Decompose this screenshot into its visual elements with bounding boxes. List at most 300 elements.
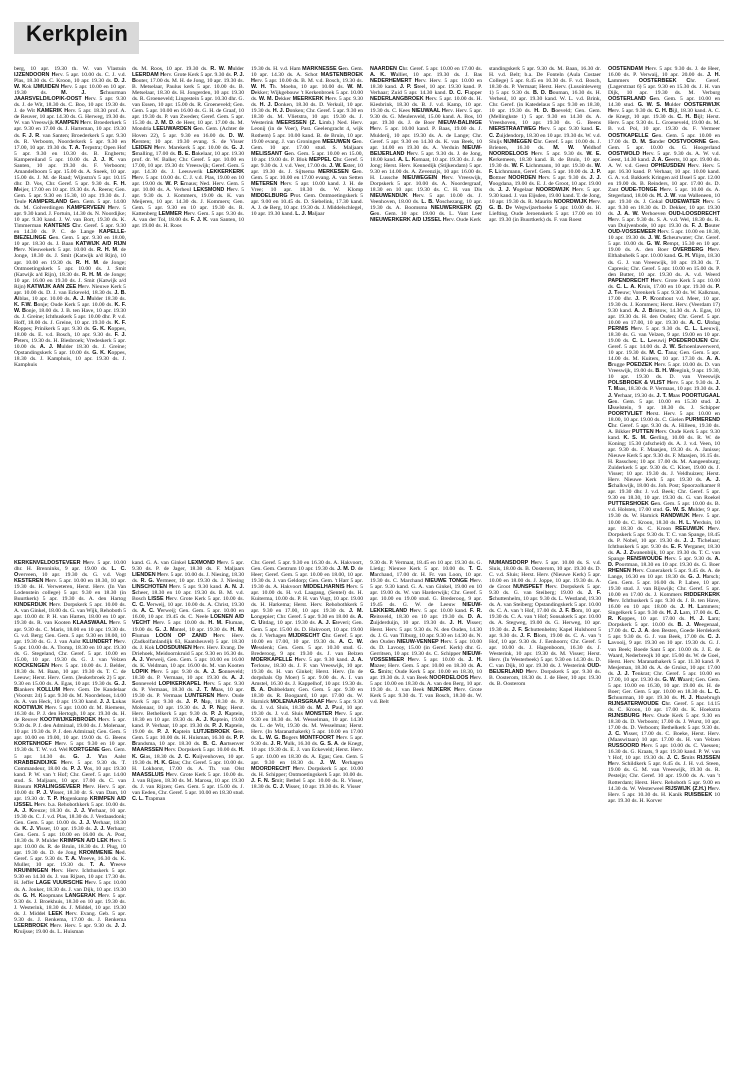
place-heading: C. C. V (132, 602, 151, 609)
place-heading: L. J. M (295, 211, 313, 218)
place-heading: D. W. K (132, 132, 244, 145)
place-heading: A. J. S (203, 668, 222, 675)
place-heading: R. W. M (210, 66, 233, 72)
place-heading: B. H. W (655, 368, 675, 375)
column-text: KERKENVELDOSTEVEER Herv. 5 apr. 10.00 dhr. H. Brenninks, 9 apr. 19.00 ds. L. C. Overveen, 10 apr. 19.30 ds. G. v.d. Vogt KESTEREN Herv. 5 apr. 10.00 en 18.30, 10 apr. 19.30 ds. H. Verweteren, Herst. Herv. (In Van Lodenstein college) 5 apr. 9.30 en 18.30 (in Buurtkerk) 5 apr. 19.30 ds. A. den Hartog KINDERDIJK Herv. Dorpskerk 5 apr. 10.00 ds. A. van Ginkel, 18.00 ds. G. van Wijk, Rehoboth 5 apr. 10.00 dr. P. H. van Harten, 18.00 en 10 apr. 19.30 ds. R. van Kooten KLAASWAAL Herv. 5 apr. 9.30 ds. C. Maris, 18.00 en 10 apr. 19.30 ds. G. v.d. Berg; Gen. Gem. 5 apr. 9.30 en 18.00, 10 apr. 19.30 ds. G. J. van Aalst KLUNDERT Herv. 5 apr. 10.00 ds. A. Tromp, 18.30 en 10 apr. 19.30 ds. G. Stegeland, Chr. Geref. 5 apr. 10.00 en 15.00, 10 apr. 19.30 ds. G. J. van Velzen KOCKENGEN Herv. 5 apr. 10.00 ds. J. Belder, 18.30 ds. M. Baan, 10 apr. 19.30 ds. T. C. de Leeuw; Herst. Herv. Gem. (Jeukerbroek 2) 5 apr. 9.30 en 15.00 ds. A. Egas, 10 apr. 19.30 ds. G. J. Blankers KOLLUM Herv. Gem. De Kandelaar (Voorstr. 24) 5 apr. 9.30 ds. M. Noordeloos, 14.00 ds. A. van Heck, 10 apr. 19.30 kand. J. J. Lukas KOOTWIJK Herv. 5 apr. 10.00 dr. M. Riemens, 16.30 ds. P. J. den Hertogh, 10 apr. 19.30 ds. H. de Reuver KOOTWIJKERBROEK Herv. 5 apr. 9.30 ds. P. J. den Admiraal, 19.00 ds. J. Molenaar, 10 apr. 19.30 ds. P. J. den Admiraal; Gen. Gem. 5 apr. 10.00 en 19.00, 10 apr. 19.00 ds. G. Beens KORTENHOEF Herv. 5 apr. 9.30 en 10 apr. 19.30 ds. T. W. v.d. Wel KORTGENE Gen. Gem. 5 apr. 14.30 ds. G. J. Van Aalst KRABBENDIJKE Herv. 5 apr. 9.30 ds. T. Commandeur, 18.00 ds. P. J. Vos, 10 apr. 19.30 kand. P. W. van 't Hof; Chr. Geref. 5 apr. 14.00 stud. S. Maljaars, 10 apr. 17.00 ds. C. van Rinsum KRALINGSEVEER Herv. Herv. 5 apr. 10.00 dr. P. J. Visser, 18.30 dr. S. van Dam, 10 apr. 19.30 dr. T. P. Hogenkamp KRIMPEN A/D IJSSEL Herv. b.a. Rehobothkerk 5 apr. 10.00 ds. A. J. Kreuze; 18.30 ds. J. J. Verhaar, 10 apr. 19.30 ds. C. J. v.d. Plas, 18.30 ds. J. Verdaasdonk; Gen. Gem. 5 apr. 10.00 ds. J. J. Verhaar, 18.30 ds. K. J. Visser, 10 apr. 19.30 ds. J. J. Verhaar; Gen. Gem. 5 apr. 10.00 en 16.00 ds. A. Post, 18.30 ds. P. Mulder KRIMPEN A/D LEK Herv. 5 apr. 10.00 ds. R. de Bruin, 18.30 ds. J. Plug, 10 apr. 19.30 ds. D. de Jong KROMMENIE Ned. Geref. 5 apr. 9.30 ds. T. A. Vreeve, 16.30 ds. K. Muller, 10 apr. 19.30 ds. T. A. Vreeve KRUININGEN Herv. Herv. Ichthuskerk 5 apr. 9.30 en 14.30 ds. J. van Rijzen, 10 apr. 17.30 ds. H. Jeffer LAGE VUURSCHE Herv. 5 apr. 10.00 ds. A. Jonker, 18.30 ds. J. van Dijk, 10 apr. 19.30 ds. G. H. Koopmans LANGERAK Herv. 5 apr. 9.30 ds. J. Broekhuis, 18.30 en 10 apr. 19.30 ds. J. Westerink, 18.30 ds. J. Middel, 10 apr. 19.30 ds. J. Middel LEEK Herv. Evang. Geb. 5 apr. 9.30 ds. J. Renkema, 17.00 ds. J. Renkema LEERBROEK Herv. Herv. 5 apr. 9.30 ds. J. J. Kruijsse; 19.00 ds. L. Huisman (14, 560, 126, 935)
place-heading: LEERDAM H (132, 72, 165, 79)
place-heading: C. J. V (272, 783, 290, 790)
place-heading: J. A. T (251, 656, 363, 669)
place-heading: T. C. M (370, 566, 482, 579)
place-heading: A. J. S (132, 674, 244, 687)
place-heading: W. M. D (259, 96, 279, 103)
place-heading: C. J. A (630, 628, 649, 635)
place-heading: A. C. U (251, 614, 363, 627)
place-heading: OOSTENDAM H (608, 66, 650, 72)
place-heading: J. P. S (399, 84, 418, 91)
place-heading: J. P. K (635, 295, 655, 302)
place-heading: RHENEN H (608, 567, 637, 574)
place-heading: LISSE H (148, 596, 170, 603)
place-heading: J. B. A (14, 289, 126, 302)
place-heading: J. W. V (320, 759, 346, 766)
place-heading: J. J. V (608, 386, 720, 399)
place-heading: J. M. L (251, 608, 363, 621)
place-heading: LEMMER H (158, 211, 188, 218)
place-heading: NIEUW-BALINGE H (370, 120, 482, 133)
place-heading: K. J. V (22, 826, 40, 833)
place-heading: NUMANSDORP H (489, 560, 535, 566)
place-heading: KATWIJK A/D RIJN H (14, 241, 126, 254)
place-heading: T. A. V (65, 856, 83, 863)
place-heading: J. H. L (680, 604, 701, 611)
place-heading: KOCKENGEN H (14, 662, 56, 669)
place-heading: G. W. S. M (665, 507, 693, 514)
place-heading: H. K. G (132, 747, 244, 760)
place-heading: RUISBEEK (684, 791, 713, 798)
place-heading: J. J. T (683, 537, 701, 544)
place-heading: MONTFOORT H (299, 735, 341, 742)
place-heading: J. A. W. V (617, 211, 646, 218)
place-heading: D. M. S (632, 138, 653, 145)
place-heading: NIERSTRAATWEG H (489, 126, 543, 133)
place-heading: NOORDELOOS H (429, 674, 474, 681)
place-heading: H. J. L (666, 610, 684, 617)
place-heading: LUTJEBROEK G (193, 729, 238, 736)
place-heading: REEUWIJK H (675, 525, 712, 532)
place-heading: J. W. S (662, 344, 682, 351)
place-heading: RUSSOORD H (608, 743, 646, 750)
place-heading: W. P. E (165, 180, 185, 187)
place-heading: P. J. B (132, 72, 244, 85)
place-heading: P. J. T (608, 283, 720, 296)
place-heading: J. M. D (154, 120, 174, 127)
place-heading: KOOTWIJK H (14, 705, 50, 712)
place-heading: D. C. F (449, 90, 469, 97)
place-heading: G. W. W (662, 676, 683, 683)
place-heading: K. F. K (14, 319, 126, 333)
place-heading: LIENDEN H (132, 572, 162, 579)
place-heading: KRUININGEN H (14, 868, 56, 875)
place-heading: KORTENHOEF H (14, 741, 59, 748)
place-heading: J. W. S (648, 235, 667, 242)
place-heading: KAMPERLAND G (28, 199, 74, 206)
place-heading: J. C. V (608, 731, 628, 738)
place-heading: OVERBERG H (672, 247, 712, 254)
place-heading: A. C. W. W (251, 638, 363, 651)
place-heading: LOPIK H (132, 668, 156, 675)
place-heading: B. C. A (203, 741, 224, 748)
column-text: NAARDEN Chr. Geref. 5 apr. 10.00 en 17.00 ds. A. K. Walliet, 10 apr. 19.30 ds. J. Bas NEDERHEMERT Herv. Herv. 5 apr. 10.00 en 18.30 kand. J. P. Steel, 10 apr. 19.30 kand. P. Verhaar; Zuid 5 apr. 14.30 kand. D. C. Flapper NEDERLANGBROEK Herv. 5 apr. 10.00 ds. H. Kiesbrink, 18.30 ds. B. J. v.d. Kamp, 10 apr. 19.30 ds. C. Kees NIEUWAAL Herv. Herv. 5 apr. 9.30 ds. G. Meulenveld, 15.00 kand. A. Bos, 10 apr. 19.30 ds. J. de Boer NIEUW-BALINGE Herv. 5 apr. 10.00 kand. P. Baas, 19.00 ds. J. Mulderij, 10 apr. 19.30 ds. A. de Lange; Chr. Geref. 5 apr. 9.30 en 14.30 ds. K. van Beek, 10 apr. 14.00 en 19.30 ds. A. Verduin NIEUW-BEIJERLAND Herv. 5 apr. 9.30 ds. J. de Jong, 18.00 kand. A. L. Komaat, 10 apr. 19.30 ds. J. de Jong; Herst. Herv. Kennedijk (Stijkendam) 5 apr. 9.30 en 14.00 ds. A. Zevenzijs, 10 apr. 16.00 ds. H. Lussche NIEUWEGEIN Herv. Vreeswijk, Dorpskerk 5 apr. 10.00 ds. A. Noordergraaf, 18.30 en 10 apr. 19.30 ds. C. H. van Dis NIEUWENDIJK Herv. 5 apr. 10.00 ds. J. Veenhoven, 18.00 ds. L. B. Voschezang, 10 apr. 19.30 ds. A. Boomsma NIEUWERKERK (Z) Gen. Gem. 10 apr. 19.00 ds. L. Vant Leer NIEUWERKERK A/D IJSSEL Herv. Oude Kerk (370, 66, 482, 224)
listing-column (132, 560, 244, 1056)
place-heading: OOSTERLAND G (608, 96, 654, 103)
place-heading: R. H. M (97, 247, 118, 254)
place-heading: MIDDELHARNIS H (303, 584, 351, 591)
place-heading: MEEUWEN G (322, 138, 357, 145)
place-heading: P. J. K (157, 729, 177, 736)
place-heading: KRALINGSEVEER H (33, 783, 87, 790)
place-heading: G. B. D (489, 205, 510, 212)
place-heading: J. F. B (559, 608, 576, 615)
place-heading: KATWIJK AAN ZEE H (27, 283, 82, 290)
place-heading: OOSTERBEEK C (638, 78, 691, 85)
column-text: Chr. Geref. 5 apr. 9.30 en 16.30 ds. A. Hakvoort, Gen. Gem. Centrum 10 apr. 19.30 ds. J. M. D. de Heer; Geref. Gem. 5 apr. 10.00 en 18.00, 10 apr. 19.30 ds. J. van Geldorp; Gen. Gem. 't Harr 5 apr. 19.30 ds. A. Hakvoort MIDDELHARNIS Herv. 5 apr. 10.00 ds. H. v.d. Laagang, (Sentel) ds. H. Kuiterma, 10.00 ds. P. H. van Vugt, 10 apr. 19.00 ds. H. Harkema; Herst. Herv. Rehobothkerk 5 apr. 9.30 en 17.00, 10 apr. 19.30 ds. J. M. Longepier; Chr. Geref. 5 apr. 9.30 en 18.00 ds. A. C. Uitdag, 10 apr. 19.30 ds. A. J. Eteveri; Gen. Gem. 5 apr. 15.00 ds. D. Hakvoort, 10 apr. 19.00 ds. J. Verhagen MIJDRECHT Chr. Geref. 5 apr. 10.00 en 17.00, 10 apr. 19.30 ds. A. C. W. Wesslenk; Gen. Gem. 5 apr. 10.30 stud. G. Brederoog, 9 apr. 19.30 ds. J. van Belzen MOERKAPELLE Herv. 5 apr. 9.30 kand. J. A. Terlouw, 18.30 ds. J. F. van Vreeswijk, 10 apr. 19.30 ds. H. van Ginkel; Herst. Herv. (In de dorpshals Op Moer) 5 apr. 9.00 ds. A. I. van Amstel, 16.30 ds. J. Kappelhof, 10 apr. 19.30 ds. B. A. Dubbeldam; Gen. Gem. 5 apr. 9.30 en 18.30 ds. R. Boogaard, 10 apr. 17.00 ds. W. Harnick MOLENAARSGRAAF Herv. 5 apr. 9.30 ds. J. v.d. Sluis, 18.30 ds. M. J. Paul, 10 apr. 19.30 ds. J. v.d. Sluis MONSTER Herv. 5 apr. 9.30 en 18.30 ds. M. Wesselman, 10 apr. 14.30 ds. L. de Wit, 19.30 ds. M. Wesselman; Herst. Herv. (In Maranathakerk) 5 apr. 10.00 en 17.00 ds. L. W. G. Bogers MONTFOORT Herv. 5 apr. 9.30 ds. J. R. Vulk, 16.30 ds. G. S. A. de Knegt, 10 apr. 19.30 ds. E. J. van Eckeveld; Herst. Herv. 5 apr. 10.00 en 18.30 ds. A. Egas; Gen. Gem. 5 apr. 9.30 en 18.30 ds. J. W. Verhagen MOORDRECHT Herv. Dorpskerk 5 apr. 10.00 ds. H. Schipper; Ontmoetingskerk 5 apr. 10.00 ds. J. F. N. Smit; Bethel 5 apr. 10.00 ds. R. Visser, 18.30 ds. C. J. Visser, 10 apr. 19.30 ds. R. Visser (251, 560, 363, 790)
place-heading: LAGE VUURSCHE H (35, 880, 89, 887)
place-heading: D. A. Z (370, 614, 482, 627)
place-heading: LEERBROEK H (14, 922, 55, 929)
place-heading: LEKKERKERK H (132, 168, 244, 181)
place-heading: J. F. S (489, 590, 601, 603)
place-heading: MAARSSEN H (132, 747, 169, 754)
column-text: 9.30 ds. P. Vermaat, 18.45 en 10 apr. 19.30 ds. G. Lietig; Nieuwe Kerk 5 apr. 10.00 ds. T. C. Marchand, 17.00 dr. H. Fr. van Loon, 10 apr. 19.30 ds. C. Marchand NIEUWE TONGE Herv. 5 apr. 9.30 kand. G. A. van Ginkel, 19.00 en 10 apr. 19.00 ds. W. van Harderwijk; Chr. Geref. 5 apr. 10.00 en 19.00 stud. G. Brederoog, 9 apr. 19.45 ds. G. W. de Leeuw NIEUW-LEKKERLAND Herv. 5 apr. 10.00 kand. F. R. Reitsveld, 18.30 en 10 apr. 19.30 ds. D. A. Zuijderduijn, 10 apr. 19.30 ds. J. H. Visser; Herst. Herv. 5 apr. 9.30 ds. N. den Ouden, 14.30 ds. J. G. van Tilburg, 10 apr. 9.30 en 14.30 ds. N. den Ouden NIEUW-VENNEP Herv. 5 apr. 10.00 ds. D. Lavooy, 15.00 (in Geref. Kerk) dhr. G. Gerritsen, 10 apr. 19.30 ds. C. Schipper NIEUW-VOSSEMEER Herv. 5 apr. 10.00 ds. J. H. Mazee; Herv. Gem. 5 apr. 10.00 en 18.30 ds. A. G. Smits; Oude Kerk 5 apr. 10.00 en 18.30, 10 apr. 19.30 ds. J. van Beek NOORDELOOS Herv. 5 apr. 10.00 en 18.30 ds. A. van den Berg, 10 apr. 19.30 ds. J. van Beek NIJKERK Herv. Grote Kerk 5 apr. 9.30 ds. T. van Bosch, 18.30 ds. W. v.d. Belt (370, 560, 482, 706)
place-heading: D. J. W. K (14, 78, 126, 91)
place-heading: T. A. T (68, 144, 86, 151)
place-heading: G. S. A (319, 741, 338, 748)
place-heading: LEKSMOND H (193, 186, 231, 193)
place-heading: NOORDELOOS H (489, 150, 536, 157)
place-heading: NIJKERK H (427, 686, 459, 693)
place-heading: J. M. D (337, 566, 355, 573)
place-heading: J. T. M (608, 380, 720, 393)
column-text: OOSTENDAM Herv. 5 apr. 9.30 ds. J. de Heer, 16.00 ds. P. Verwaij, 10 apr. 20.00 ds. J. H. Lammers OOSTERBEEK Chr. Geref. (Lagerstraat 6) 5 apr. 9.30 en 15.30 ds. J. H. van Dijk, 10 apr. 19.30 ds. M. Verburg OOSTERLAND Gen. Gem. 5 apr. 10.00 en 14.30 stud. G. W. S. Mulder OOSTERWIJK Herv. 5 apr. 9.30 ds. C. H. Bijl, 18.30 kand. A. C. de Knegt, 10 apr. 19.30 ds. C. H. Bijl; Herst. Herv. 5 apr. 9.30 ds. L. Groeneveld, 19.00 ds. M. B. v.d. Pol, 10 apr. 19.30 ds. F. Vermeer OOSTKAPELLE Gen. Gem. 5 apr. 10.00 en 17.00 ds. D. M. Sander OOSTVOORNE Gen. Gem. 5 apr. 10.00 ds. G. Hoogerland OOSTWOLD Herv. 5 apr. 9.30 ds. A. W. v.d. Geest, 14.30 kand. J. A. Geerts, 10 apr. 19.00 ds. A. W. v.d. Geest OPHEUSDEN Herv. Herv. 5 apr. 16.30 kand. P. Verhaar, 10 apr. 10.00 kand. G. A. v.d. Bakkerk Kringen a/d IJssel 5 apr. 12.00 en 19.00 ds. B. Reinders, 10 apr. 17.00 ds. D. Zant OUDE-TONGE Herv. 5 apr. 10.00 ds. A. Stegerland, 18.00 ds. H. J. W. van Walleneen, 10 apr. 19.30 ds. J. Gokal OUDEWATER Herv. 5 apr. 9.30 en 18.30 ds. D. Dekker, 10 apr. 19.30 ds. J. A. W. Verhoeven OUD-LOOSDRECHT Herv. 5 apr. 9.30 ds. S. A. v.d. Wel, 18.30 ds. R. van Duijvenbode, 10 apr. 19.30 ds. F. J. Bouter OUD-VOSSEMEER Herv. 5 apr. 10.00 en 18.30, 10 apr. 19.30 ds. J. W. Scheurwater; Chr. Geref. 5 apr. 10.00 ds. G. W. Rempt, 15.30 en 10 apr. 19.00 ds. A. den Boer OVERBERG Herv. Elthabuhelk 5 apr. 10.00 kand. G. H. Vlijm, 18.30 ds. G. J. van Vreeswijk, 10 apr. 19.30 ds. T. Capresis; Chr. Geref. 5 apr. 10.00 en 15.00 ds. P. den Butter, 10 apr. 19.30 ds. A. v.d. Weerd PAPENDRECHT Herv. Grote Kerk 5 apr. 10.00 ds. C. L. A. Kruis, 17.00 en 10 apr. 19.30 ds. P. J. Teeuw; Vorenkerk 5 apr. 9.30 ds. W. Kalkman, 17.00 dhr. J. P. Kronthout v.d. Meer, 10 apr. 19.30 ds. J. Kommers; Herst. Herv. (Veerdam 17) 9.30 kand. A. J. Bristow, 14.30 ds. A. Egas, 10 apr. 19.30 ds. H. den Ouden; Chr. Geref. 5 apr. 10.00 en 17.00, 10 apr. 19.30 ds. A. C. Uitdag PERNIS Herv. 5 apr. 9.30 ds. C. L. Leeuwij, 18.30 ds. G. van Velzen, 9 apr. 19.00 en 10 apr. 19.00 ds. C. L. Leeuwij POEDEROIJEN Chr. Geref. 5 apr. 14.00 ds. J. W. Schoenlawerwerd, 10 apr. 19.30 ds. M. C. Tana; Gen. Gem. 5 apr. 14.00 ds. M. Kuiters, 10 apr. 17.30 ds. A. A. Brugge POEDZEK Herv. 5 apr. 10.00 ds. D. van Vreeswijk, 19.00 ds. B. H. Weegink, 9 apr. 19.30, 10 apr. 19.30 ds. D. van Vreeswijk POLSBROEK & VLIST Herv. 5 apr. 9.30 ds. J. T. Maas, 18.30 ds. P. Vermaas, 10 apr. 19.30 ds. J. J. Verhaar, 19.30 ds. J. T. Maas POORTUGAAL Gen. Gem. 5 apr. 10.00 en 15.30 stud. J. IJsselstein, 9 apr. 18.30 ds. J. Schipper POORTVLIET Herst. Herv. 5 apr. 10.00 en 18.00, 10 apr. 19.00 ds. C. Gielen PURMEREND Chr. Geref. 5 apr. 9.30 ds. A. Hilleen, 19.30 ds. A. Bikker PUTTEN Herv. Oude Kerk 5 apr. 9.30 kand. K. S. M. Gerling, 10.00 ds. R. W. de Koning; 15.30 (afscheid) ds. A. J. v.d. Veen, 10 apr. 9.30 ds. F. Maasjen, 19.30 ds. A. Janisse; Nieuwe Kerk 5 apr. 9.30 ds. F. Maasjen, 16.15 ds. H. Rasschen; 10 apr. 17.00 ds. M. Aangeenburg; Zuiderkerk 5 apr. 9.30 ds. C. Kloet, 19.00 ds. J. Visser; 10 apr. 19.30 ds. J. Veldhuizen; Herst. Herv. Nieuwe Kerk 5 apr. 19.30 ds. A. J. Schalkwijk, 18.00 ds. Joh. Post; Spoorzolkamer 8 apr. 19.30 dhr. J. v.d. Beek; Chr. Geref. 5 apr. 9.30 en 18.30, 10 apr. 19.30 ds. G. van Roekel PUTTERSHOEK Gen. Gem. 5 apr. 10.00 ds. B. v.d. Holsten, 17.00 stud. G. W. S. Mulder, 9 apr. 19.30 ds. W. Harnick RANDWIJK Herv. 5 apr. 10.00 ds. C. Kroon, 18.30 ds. H. L. Verduin, 10 apr. 18.30 ds. C. Kroon REEUWIJK Herv. Dorpskerk 5 apr. 9.30 ds. T. C. van Spange, 18.45 ds. P. Nobel, 10 apr. 19.30 ds. J. J. Tichelaar; Ichthuskerk 5 apr. 9.30 ds. E. F. Verganer, 18.30 ds. A. J. Zwanenbijk, 10 apr. 19.30 ds. T. C. van Spange RENSWOUDE Herv. 5 apr. 9.30 ds. A. D. Poortman, 18.30 en 10 apr. 19.30 ds. G. Boer RHENEN Herv. Cunerakerk 5 apr. 9.45 ds. A. de Lange, 16.30 en 10 apr. 18.30 ds. G. J. Harsch; Gen. Gem. 5 apr. 16.00 ds. P. Labee, 10 apr. 19.30 stud. J. van Rijswijk; Chr. Geref. 5 apr. 10.00 en 17.00 ds. J. Kommers RIDDERKERK Herv. Ichthuskerk 5 apr. 9.30 ds. J. B. ten Have, 16.00 en 10 apr. 18.00 ds. J. H. Lammers; Singelkerk 5 apr. 9.30 ds. H. J. Lam, 17.00 ds. C. R. Koppes, 10 apr. 17.00 ds. H. J. Lam; Dorpskerk 5 apr. 10.00 ds. B. J. Weegenaal, 17.00 ds. C. J. A. den Besten, Goede Herdekerk 5 apr. 9.30 ds. G. J. van Beek, 17.00 ds. C. J. Lavooij, 9 apr. 19.30 en 10 apr. 19.30 ds. G. J. van Beek; Boede Sant 5 apr. 10.00 ds. J. E. de Waard, Nederbreojk 10 apr. 15.00 ds. W. de Goei, Herst. Herv. Maranathakerk 5 apr. 11.30 kand. P. Mesjeman, 18.30 ds. A. de Gruisz, 10 apr. 17.00 ds. J. J. Tenkrat; Chr. Geref. 5 apr. 10.00 en 17.00, 10 apr. 19.30 ds. G. W. Waard; Gen. Gem. 5 apr. 10.00 en 16.30, 10 apr. 19.00 ds. H. de Boer; Ger. Gem. 5 apr. 10.00 en 18.30 ds. L. C. Schuurman, 10 apr. 19.30 ds. H. J. Hazebrugh RIJNSATERWOUDE Chr. Geref. 5 apr. 14.15 ds. C. Kroon, 10 apr. 17.00 ds. K. Hoekstra RIJNSBURG Herv. Oude Kerk 5 apr. 9.30 en 18.30 ds. D. Verboom; 17.00 ds. J. Wurst, 10 apr. 17.00 ds. D. Verboom; Bethelkerk 5 apr. 9.30 ds. J. C. Visser, 17.00 ds. C. Boeke, Herst. Herv. (Maaswitaan) 10 apr. 17.00 ds. H. van Velzen RUSSOORD Herv. 5 apr. 10.00 ds. C. Vaessen; 16.30 ds. G. Kraats, 9 apr. 19.30 kand. P. W. van 't Hof, 10 apr. 19.30 ds. J. C. Smits RIJSSEN Herv. Schildkerk 5 apr. 8.45 ds. J. H. v.d. Steen, 19.00 ds. G. M. van Vreeswijk, 19.30 ds. R. Pesteijn; Chr. Geref. 10 apr. 19.00 ds. A. van 't Rotterdam; Herst. Herv. Rehoboth 5 apr. 9.00 en 14.30 ds. W. Westerweel RIJSWIJK (Z.H.) Herv. Herv. 5 apr. 10.30 ds. H. Kanik RUISBEEK 10 apr. 19.30 ds. H. Korver (608, 66, 720, 804)
place-heading: G. J. M (155, 626, 175, 633)
place-heading: J. P. N (201, 705, 221, 712)
place-heading: NIEUW-VENNEP H (396, 638, 445, 645)
place-heading: KAPELLE-BIEZELINGE G (14, 229, 126, 242)
listings-columns (14, 66, 724, 1056)
place-heading: R. H. M (75, 259, 98, 266)
place-heading: J. C. K (177, 753, 197, 760)
place-heading: METEREN H (251, 180, 285, 187)
place-heading: P. J. K (212, 723, 229, 730)
place-heading: IJZENDOORN H (14, 72, 56, 79)
place-heading: K. F. W. B (14, 301, 126, 314)
place-heading: POEDEROIJEN C (668, 338, 715, 345)
place-heading: C. H. B (677, 114, 698, 121)
place-heading: PUTTEN H (632, 428, 660, 435)
place-heading: J. J. L (99, 699, 116, 706)
place-heading: K. F.W. B (14, 301, 38, 308)
place-heading: KRIMPEN A/D LEK H (59, 838, 114, 845)
place-heading: KLUNDERT H (82, 638, 118, 645)
page-title: Kerkplein (26, 21, 129, 46)
place-heading: W. E. K (489, 150, 601, 163)
place-heading: NIEUWENDIJK H (370, 192, 417, 199)
place-heading: A. J. M (72, 295, 92, 302)
place-heading: P. J. V (36, 789, 54, 796)
place-heading: NOORDWIJK H (535, 186, 577, 193)
place-heading: OOSTWOLD H (608, 150, 647, 157)
place-heading: K. S. M. G (623, 434, 655, 441)
place-heading: H. J. W (657, 192, 676, 199)
place-heading: KRIMPEN A/D IJSSEL H (14, 795, 126, 808)
place-heading: B. A. D (251, 686, 272, 693)
listing-column (370, 66, 482, 532)
place-heading: MIDDELBURG P (251, 192, 294, 199)
place-heading: T. A. V (89, 862, 114, 869)
place-heading: KERKENVELDOSTEVEER H (14, 560, 87, 566)
place-heading: A. C. V (141, 608, 161, 615)
place-heading: LEIDEN H (132, 144, 159, 151)
place-heading: C. J. L (608, 634, 720, 647)
place-heading: B. E. B (177, 150, 196, 157)
place-heading: POEDZEK H (626, 362, 659, 369)
place-heading: G. W. R (646, 241, 668, 248)
place-heading: MOORDRECHT H (251, 765, 297, 772)
place-heading: PAPENDRECHT H (608, 277, 655, 284)
place-heading: J. T. M (656, 392, 673, 399)
place-heading: KRABBENDIJKE H (14, 759, 66, 766)
place-heading: J. P. N (185, 699, 206, 706)
place-heading: J. H. V (449, 620, 471, 627)
place-heading: LEEK H (48, 910, 70, 917)
page-header (14, 18, 724, 54)
place-heading: KROMMENIE N (79, 850, 120, 857)
place-heading: J. P. B (489, 168, 601, 181)
place-heading: RIDDERKERK H (608, 592, 720, 605)
place-heading: OUD-LOOSDRECHT H (608, 211, 720, 224)
place-heading: J. C. S (666, 755, 686, 762)
place-heading: POORTUGAAL G (608, 392, 720, 405)
place-heading: W. F. L (511, 162, 530, 169)
place-heading: A. A. B (608, 356, 720, 369)
place-heading: J. F. B (520, 632, 538, 639)
place-heading: L. C. S (608, 688, 720, 701)
place-heading: JAARSVELD/LOPIK-OOST H (14, 96, 89, 103)
place-heading: NEDERLANGBROEK H (370, 96, 430, 103)
place-heading: J. A. G (651, 156, 669, 163)
place-heading: PURMEREND C (608, 416, 720, 429)
place-heading: E. F. V (670, 543, 688, 550)
place-heading: F. R. R (370, 608, 482, 621)
place-heading: KAMERIK H (37, 108, 69, 115)
place-heading: MIJDRECHT C (288, 632, 326, 639)
place-heading: A. J. E (318, 620, 336, 627)
place-heading: KLAASWAAL H (72, 620, 114, 627)
place-heading: A. K. W (370, 72, 396, 79)
place-heading: G. K. K (92, 350, 112, 357)
place-heading: KANTENS C (43, 223, 77, 230)
place-heading: KAMPEN H (55, 120, 85, 127)
place-heading: LOENEN A/D VECHT H (132, 614, 244, 627)
place-heading: J. J. T (617, 670, 636, 677)
place-heading: G. J. V (73, 753, 102, 760)
place-heading: A. C. U (689, 319, 709, 326)
place-heading: H. M. F (132, 626, 244, 639)
place-heading: C. L. T (132, 795, 149, 802)
place-heading: G. J. H (688, 573, 707, 580)
column-text: ds. M. Roos, 10 apr. 19.30 ds. R. W. Mulder LEERDAM Herv. Grote Kerk 5 apr. 9.30 ds. P. J. Bouter, 17.00 ds. M. H. de Jong, 10 apr. 19.30 ds. B. Metselaar, Paulus kerk 5 apr. 10.00 ds. B. Metselaar, 18.30 ds. H. Jongerden, 10 apr. 19.30 ds. R. Groeneveld; Lingestein 5 apr. 10.30 dhr. G. van Essen, 10 apr. 15.00 ds. R. Groeneveld; Gen. Gem. 5 apr. 10.00 en 16.00 ds. G. H. de Graaf, 10 apr. 19.30 ds. P. van Zweden; Geref. Gem. 5 apr. 15.30 ds. J. M. D. de Heer, 10 apr. 17.00 ds. M. Mondria LEEUWARDEN Gen. Gem. (Achter de Hoven 22), 5 apr. 9.30 en 16.00 ds. D. W. Kersten; 10 apr. 19.30 evang. S. de Visser LEIDEN Herv. Marekerk 5 apr. 10.00 ds. G. J. Smalling, 17.00 ds. B. E. Bakelaar, 10 apr. 19.30 prof. dr. W. Balke; Chr. Geref. 5 apr. 10.00 en 17.00, 10 apr. 19.30 dr. Vreeswijk; Geref. Gem. 5 apr. 14.30 ds. J. Leeuwerik LEKKERKERK Herv. 5 apr. 10.00 ds. C. J. v.d. Plas, 19.00 en 10 apr. 19.00 ds. W. P. Ernaus; Ned. Herv. Gem. 5 apr. 10.00 ds. A. Verheul LEKSMOND Herv. 5 apr. 9.30 ds. J. Kommers, 19.00 ds. K. van Meijeren, 10 apr. 14.30 ds. J. Kommers; Gen. Gem. 5 apr. 9.30 en 10 apr. 19.30 ds. R. Kattenberg LEMMER Herv. Gem. 5 apr. 9.30 ds. A. van der Tol, 18.00 ds. F. J. K. van Santen, 10 apr. 19.00 ds. H. Roos (132, 66, 244, 230)
place-heading: C. H. B (654, 108, 673, 115)
place-heading: NIJMEGEN C (503, 138, 538, 145)
place-heading: G. W. S. M (637, 102, 670, 109)
place-heading: G. J. B (14, 680, 126, 693)
place-heading: T. P. H (47, 795, 65, 802)
place-heading: P. J. V (70, 765, 88, 772)
place-heading: NIEUW-LEKKERLAND H (370, 602, 482, 615)
place-heading: NIEUWE TONGE H (424, 578, 474, 585)
place-heading: OUDE-TONGE H (620, 186, 664, 193)
place-heading: F. J. B (691, 223, 709, 230)
place-heading: MEPPEL C (309, 156, 337, 163)
place-heading: B. J. W (677, 622, 700, 629)
listing-column (370, 560, 482, 1056)
place-heading: L. C. O (14, 566, 126, 579)
place-heading: LUNTEREN H (184, 693, 221, 700)
place-heading: J. F. N. S (251, 777, 276, 784)
place-heading: RIJSWIJK (Z.H.) H (665, 785, 712, 792)
place-heading: MAASSLUIS H (132, 771, 170, 778)
place-heading: J. J. V (79, 820, 97, 827)
place-heading: RANDWIJK H (660, 513, 697, 520)
place-heading: W. F. L (489, 162, 601, 175)
place-heading: RIJNSBURG H (608, 713, 647, 720)
place-heading: F. H. M (14, 180, 126, 193)
column-text: berg, 10 apr. 19.30 th. W. van Vlastuin IJZENDOORN Herv. 5 apr. 10.00 ds. C. J. v.d. Plas, 18.30 ds. C. Kroon, 10 apr. 19.30 ds. D. J. W. Kok IJMUIDEN Herv. 5 apr. 10.00 en 10 apr. 19.30 ds. M. J. Schuurman JAARSVELD/LOPIK-OOST Herv. 5 apr. 9.30 ds. J. de Wit, 18.30 ds. C. Boo, 10 apr. 19.30 ds. J. de Wit KAMERIK Herv. 5 apr. 18.30 prof. A. de Reuver, 10 apr. 14.30 ds. G. Herweg, 19.30 ds. W. van Vreeswijk KAMPEN Herv. Broederkerk 5 apr. 9.30 en 17.00 ds. J. Harteman, 10 apr. 19.30 ds. F. J. R. van Santen; Broederkerk 5 apr. 9.30 ds. R. Verboom, Noorderkerk 5 apr. 9.30 en 17.00, 10 apr. 19.30 ds. T. A. Terpstra; Open Hof 5 apr. 9.30 en 10.30 ds. B. Engberts; Kampereiland 5 apr. 10.00 ds. J. J. K. van Santen, 10 apr. 19.30 ds. F. Verboom; Amandelboom 5 apr. 15.00 ds. A. Sneek, 10 apr. 15.00 ds. J. M. de Raad; Wijnstra's 5 apr. 10.15 dhr. D. Vos, Chr. Geref. 5 apr. 9.30 ds. F. H. Meijer, 17.00 en 10 apr. 19.30 ds. A. Reens; Gen. Gem. 5 apr. 9.30 en 15.30, 10 apr. 19.30 ds. J. Teule KAMPERLAND Gen. Gem. 5 apr. 14.00 ds. M. Golverdingen KAMPERVEEN Herv. 5 apr. 9.30 kand. J. Fortuin, 14.30 ds. N. Noordijke; 10 apr. 9.30 kand. J. W. van Bort, 19.30 ds. K. Timmerman KANTENS Chr. Geref. 5 apr. 9.30 en 14.30 ds. P. C. de Lange KAPELLE-BIEZELINGE Gen. Gem. 5 apr. 9.30 en 18.00, 10 apr. 18.30 ds. J. Baan KATWIJK A/D RIJN Herv. Nieuwekerk 5 apr. 10.00 ds. R. H. M. de Jonge, 18.30 ds. J. Smit (Katwijk a/d Rijn), 10 apr. 10.00 en 19.30 ds. R. H. M. de Jonge; Ontmoetingskerk 5 apr. 10.00 ds. J. Smit (Katwijk a/d Rijn), 18.30 ds. R. H. M. de Jonge; 10 apr. 16.00 en 19.30 ds. J. Smit (Katwijk a/d Rijn) KATWIJK AAN ZEE Herv. Nieuwe Kerk 5 apr. 10.00 ds. D. J. van Eckeveld, 18.30 ds. J. B. Alblas, 10 apr. 10.00 ds. A. J. Mulder 18.30 ds. K. F.W. Bonje; Oude Kerk 5 apr. 10.00 ds. K. F. W. Bonje, 18.00 ds. J. B. ten Have, 10 apr. 19.30 ds. J. Greine; Ichthuskerk 5 apr. 10.00 dhr. P. v.d. Hoff, 18.00 ds. J. Greine, 10 apr. 19.30 ds. K. F. Koppes; Prinikerk 5 apr. 9.30 ds. G. K. Koppes, 18.00 ds. E. v.d. Bosch, 10 apr. 9.30 ds. F. J. Peters, 19.30 ds. H. Biesbroek; Vredeskerk 5 apr. 10.00 ds. A. J. Mulder 18.30 ds. J. Greine; Opstandingskerk 5 apr. 10.00 ds. G. K. Koppes, 18.30 ds. J. Kamphuis, 10 apr. 19.30 ds. J. Kamphuis (14, 66, 126, 369)
place-heading: J. J. K (14, 922, 126, 935)
place-heading: OPHEUSDEN H (650, 162, 692, 169)
place-heading: MASTENBROEK H (251, 72, 363, 85)
listing-column (14, 560, 126, 1056)
place-heading: NIEUWERKERK A/D IJSSEL H (370, 217, 447, 224)
place-heading: MONSTER H (305, 711, 339, 718)
place-heading: A. D. P (608, 555, 720, 568)
place-heading: J. J. V (498, 186, 517, 193)
place-heading: A. J. B (634, 307, 653, 314)
listing-column (251, 560, 363, 1056)
place-heading: KAMPERVEEN H (66, 205, 112, 212)
place-heading: IJMUIDEN H (33, 84, 65, 91)
place-heading: G. J. S (132, 144, 244, 157)
column-text: NUMANSDORP Herv. 5 apr. 10.00 ds. S. v.d. Sluis, 18.00 ds. B. Oosterom, 10 apr. 19.30 ds. D. C. v.d. Sluis; Herst. Herv. (Nieuwe Kerk) 5 apr. 10.00 en 18.00 ds. J. Joppe, 10 apr. 19.30 ds. A. de Groot NUNSPEET Herv. Dorpskerk 5 apr. 9.30 ds. G. van Steiberg; 19.00 ds. J. F. Schuttenhelm, 10 apr. 9.30 ds. L. Westland, 19.30 ds. A. van Steiberg; Opstandingskerk 5 apr. 10.00 ds. C. A. van 't Hof, 17.00 ds. J. F. Bom, 10 apr. 19.30 ds. C. A. van 't Hof; Sonsakerk 5 apr. 10.00 ds. A. Stegweg, 19.00 ds. G. Herweg, 10 apr. 19.30 ds. J. F. Schuttenhelm; Kapel Hulshorst 5 apr. 9.30 ds. J. F. Blom, 19.00 ds. C. A. van 't Hof, 10 apr. 9.30 ds. J. Eenhoorn; Chr. Geref. 5 apr. 10.00 ds. J. Hagenboom, 16.30 ds. J. Westerink, 10 apr. 19.30 ds. M. Visser; Herst. Herv. (In Westerbeek) 5 apr. 9.30 en 14.30 ds. D. C. van Dijk, 10 apr. 19.30 ds. J. Westerink OUD-BEIJERLAND Herv. Dorpskerk 5 apr. 9.30 ds. B. Oosterom, 18.30 ds. J. de Heer, 10 apr. 19.30 ds. B. Oosterom (489, 560, 601, 687)
place-heading: G. K. K (92, 326, 112, 333)
place-heading: L. B. V (421, 199, 440, 206)
place-heading: F. J. K (190, 217, 208, 224)
place-heading: H. L. V (678, 519, 697, 526)
place-heading: NIEUWERKERK (Z) G (370, 205, 482, 218)
place-heading: A. J. K (195, 717, 215, 724)
place-heading: A. J. K (14, 807, 34, 814)
place-heading: H. J. H (680, 694, 700, 701)
place-heading: B. D. B (532, 90, 553, 97)
place-heading: R. H. M (81, 271, 101, 278)
place-heading: NUNSPEET H (513, 584, 550, 591)
place-heading: RIJSSEN H (608, 755, 720, 768)
place-heading: C. L. A. K (616, 283, 642, 290)
place-heading: KOOTWIJKERBROEK H (39, 717, 103, 724)
place-heading: A. J. M (39, 344, 62, 351)
place-heading: H. K. G (154, 759, 173, 766)
place-heading: C. L. L (684, 326, 704, 333)
place-heading: J. H. M (370, 656, 482, 669)
listing-column (608, 66, 720, 1056)
place-heading: OOSTVOORNE G (667, 138, 714, 145)
place-heading: M. J. S (61, 90, 104, 97)
column-text: kand. G. A. van Ginkel LEXMOND Herv. 5 apr. 9.30 ds. P. de Jager, 18.30 ds. F. Maljaars LIENDEN Herv. 5 apr. 10.00 ds. J. Niesing, 18.30 ds. R. G. Vermeer, 10 apr. 19.30 ds. J. Niesing LINSCHOTEN Herv. 5 apr. 9.30 kand. A. N. J. Scheer, 18.30 en 10 apr. 19.30 ds. B. M. v.d. Bosch LISSE Herv. Grote Kerk 5 apr. 10.00 ds. C. C. Verweij, 10 apr. 10.00 ds. A. Christ, 19.30 ds. A. C. Verweij; Gen. Gem. 5 apr. 10.00 en 16.00, 10 apr. 19.45 ds. C. Neele LOENEN A/D VECHT Herv. 5 apr. 10.00 ds. H. M. Fluman, 19.00 ds. G. J. Mantel, 10 apr. 19.30 ds. H. M. Fluman LOON OP ZAND Herv. Herv. (Zadkolfanlandijk 63, Kaatsheuvel) 5 apr. 18.30 ds. J. Kok LOOSDUINEN Herv. Herv. Evang. De Driehoek, Meidoornkruid 5 apr. 9.30 en 16.30 ds. A. J. Verweij, Gen. Gem. 5 apr. 10.00 en 16.00 ds. K. Veldman, 10 apr. 16.00 ds. M. van Kooten LOPIK Herv. 5 apr. 9.30 ds. A. J. Sonneveld; 18.30 ds. P. Vermaas, 10 apr. 19.30 ds. A. J. Sonneveld LOPIKERKAPEL Herv. 5 apr. 9.30 ds. P. Vermaas, 18.30 ds. J. T. Maas, 10 apr. 19.30 ds. P. Vermaas LUNTEREN Herv. Oude Kerk 5 apr. 9.30 ds. J. P. Nap, 18.30 ds. P. Molenaar, 10 apr. 19.30 ds. J. P. Nap; Herst. Herv. Bethelkerk 5 apr. 9.30 ds. P. J. Kaptein, 18.30 en 10 apr. 19.30 ds. A. J. Kaptein, 19.00 kand. P. Verhaar, 10 apr. 19.30 ds. P. J. Kaptein, 19.00 ds. P. J. Kaptein LUTJEBROEK Gen. Gem. 5 apr. 10.00 ds. H. Huisman, 16.30 ds. P. P. Brandsma, 10 apr. 18.30 ds. B. C. Aartsenver MAARSSEN Herv. Dorpskerk 5 apr. 10.00 ds. H. K. Glas, 18.30 ds. J. C. Kuijvenhoven, 10 apr. 19.30 ds. H. K. Glas; Chr. Geref. 5 apr. 10.00 ds. H. Lokhorst, 17.00 ds. A. Th. van Olst MAASSLUIS Herv. Grote Kerk 5 apr. 10.00 ds. J. van Rijzen, 18.30 ds. M. Marosa, 10 apr. 19.30 ds. J. van Rijzen; Gen. Gem. 5 apr. 15.00 ds. J. van Eeden, Chr. Geref. 5 apr. 10.00 en 18.30 stud. C. L. Trapman (132, 560, 244, 802)
place-heading: W. H. T (251, 84, 273, 91)
listing-column (251, 66, 363, 532)
place-heading: MARKNESSE G (302, 66, 343, 72)
place-heading: NIEUWAAL H (411, 108, 446, 115)
place-heading: P. J. K (210, 711, 229, 718)
place-heading: NIEUW-VOSSEMEER H (370, 650, 482, 663)
place-heading: H. J. D (272, 108, 290, 115)
place-heading: OUDEWATER H (665, 199, 707, 206)
place-heading: LANGERAK H (65, 892, 103, 899)
place-heading: NOORDWIJK H (553, 199, 593, 206)
listing-column (489, 560, 601, 1056)
place-heading: C. R. K (608, 610, 720, 623)
place-heading: OOSTKAPELLE G (608, 132, 656, 139)
place-heading: J. T. M (196, 686, 216, 693)
place-heading: MOERKAPELLE H (251, 656, 299, 663)
column-text: standingskerk 5 apr. 9.30 ds. M. Baan, 16.30 dr. H. v.d. Belt; b.a. De Fonteln (Aula Costaer College) 5 apr. 8.45 en 10.30 ds. F. v.d. Bosch, 18.30 ds. P. Vermaat; Herst. Herv. (Lusoinlewerg 1) 5 apr. 9.30 ds. B. D. Bouman, 16.30 ds. H. Verheul, 10 apr. 19.30 kand. W. L. v.d. Brink, Chr. Geref. (in Katedelaus 5 apr. 9.30 en 18.30, 10 apr. 19.30 ds. H. D. Boeveld; Gen. Gem. (Mellingkste 1) 5 apr. 9.30 en 14.30 ds. A. Vreeshoven, 10 apr. 19.30 ds. G. Beens NIERSTRAATWEG Herv. 5 apr. 9.30 kand. E. C. Zuijdendorp, 18.30 en 10 apr. 19.30 ds. W. v.d. Sluijs NIJMEGEN Chr. Geref. 5 apr. 10.00 ds. J. Brienen, 16.30 ds. M. W. Veldhof NOORDELOOS Herv. 5 apr. 9.30 ds. W. E. Kerkemeen, 18.30 kand. B. de Bruin, 10 apr. 19.30 ds. W. F. Lichnmann, 10 apr. 19.30 ds. W. F. Lichnmann, Geref. Gem. 5 apr. 10.00 ds. J. P. Bottner NOORDEN Herv. 5 apr. 9.30 ds. J. J. Voogdana, 19.00 ds. E. J. de Groot, 10 apr. 19.00 ds. J. J. Vogelaar NOORDWIJK Herv. 5 apr. 9.30 kand. J. van Eijsden, 19.00 kand. T. de Jong, 10 apr. 19.30 ds. R. Maurits NOORDWIJK Herv. G. B. De Wegwijzerhoeke 5 apr. 10.00 ds. H. Liefting, Oude Jeroenskerk 5 apr. 17.00 en 10 apr. 19.30 (in Buurtkerk) ds. F. van Roest (489, 66, 601, 224)
place-heading: KESTEREN H (14, 578, 50, 585)
place-heading: NEDERHEMERT H (370, 78, 419, 85)
place-heading: NIEUW-BEIJERLAND H (370, 144, 482, 157)
place-heading: J. F. S (511, 626, 529, 633)
column-text: 19.30 ds. H. v.d. Ham MARKNESSE Gen. Gem. 10 apr. 14.30 ds. A. Schot MASTENBROEK Herv. 5 apr. 10.00 ds. B. M. v.d. Bosch, 19.30 ds. W. H. Th. Moehn, 10 apr. 10.00 ds. W. M. Dekker; Wijkgebouw 't Kerkenbroek 5 apr. 10.00 ds. W. M. Dekker MEERKERK Herv. 5 apr. 9.30 ds. H. J. Donken, 18.30 ds. D. Verkuil, 10 apr. 19.30 ds. H. J. Donken; Chr. Geref. 5 apr. 9.30 en 18.30 ds. M. Vlietstra, 10 apr. 19.30 ds. J. Westerink MEERSSEN (Z. Limb.) Ned. Herv. Leonij (in de Voer), Past. Geelengracht 4, wijk Rothem) 5 apr. 10.00 kand. B. de Bruin, 10 apr. 19.00 evang. J. van Groningen MEEUWEN Gen. Gem. 10 apr. 17.00 stud. S. Maljaars MELISSANT Gen. Gem. 5 apr. 10.00 en 15.00, 10 apr. 19.00 ds. P. Blok MEPPEL Chr. Geref. 5 apr. 9.30 ds. J. v.d. Veer, 17.00 ds. J. W. Ester, 10 apr. 19.30 ds. J. Sijtsema MERKESEN Gen. Gem. 5 apr. 10.00 en 17.00 evang. A. van Setten METEREN Herv. 5 apr. 10.00 kand. J. H. de Vree; 10 apr. 18.30 ds. W. Klomp MIDDELBURG Prot. Gem. Ontmoetingskerk 5 apr. 9.00 en 10.45 ds. D. Siebelink, 17.30 kand. A. J. de Berg, 10 apr. 19.30 ds. J. Middelschlegel, 10 apr. 19.30 kand. L. J. Maljaar (251, 66, 363, 218)
place-heading: W. M. D (251, 84, 363, 97)
place-heading: PUTTERSHOEK G (608, 501, 655, 508)
place-heading: J. H. L (608, 72, 720, 85)
place-heading: F. J. R (22, 132, 40, 139)
place-heading: MELISSANT G (251, 150, 289, 157)
place-heading: RENSWOUDE H (626, 555, 669, 562)
place-heading: P. P. B (132, 735, 244, 748)
place-heading: KOLLUM H (37, 686, 68, 693)
place-heading: A. N. J. S (132, 584, 244, 597)
place-heading: KORTGENE G (69, 747, 106, 754)
place-heading: A. L. K (398, 156, 416, 163)
place-heading: NAARDEN C (370, 66, 403, 72)
place-heading: J. IJ (608, 398, 720, 411)
place-heading: MERKESEN G (318, 168, 357, 175)
place-heading: LOPIKERKAPEL H (158, 680, 208, 687)
place-heading: A. J. S (608, 477, 720, 490)
place-heading: OUD-VOSSEMEER H (608, 229, 662, 236)
place-heading: RIJNSATERWOUDE C (608, 700, 666, 707)
place-heading: M. C. T (649, 350, 669, 357)
place-heading: PERNIS H (608, 326, 635, 333)
place-heading: MOLENAARSGRAAF H (270, 699, 330, 706)
place-heading: H. J. L (689, 616, 712, 623)
place-heading: LOOSDUINEN H (155, 644, 198, 651)
place-heading: J. J. K (93, 156, 114, 163)
place-heading: R. G. V (140, 578, 161, 585)
place-heading: A. J. V (132, 656, 150, 663)
place-heading: J. J. V (489, 174, 601, 187)
listing-column (14, 66, 126, 532)
place-heading: LEXMOND H (187, 560, 221, 566)
place-heading: J. J. V (93, 826, 111, 833)
place-heading: OOSTERWIJK H (608, 102, 720, 115)
place-heading: A. J. Z (616, 549, 633, 556)
place-heading: H. M. F (208, 620, 229, 627)
place-heading: M. W. V (553, 144, 587, 151)
listing-column (132, 66, 244, 532)
place-heading: E. C. Z (489, 126, 601, 139)
place-heading: OUD-BEIJERLAND H (489, 662, 601, 675)
place-heading: A. G. S (370, 662, 482, 675)
place-heading: NOORDEN H (508, 174, 543, 181)
place-heading: LINSCHOTEN H (132, 584, 174, 591)
place-heading: L. W. G. B (259, 735, 286, 742)
place-heading: POORTVLIET H (608, 410, 651, 417)
place-heading: G. H. V (677, 253, 696, 260)
place-heading: LEEUWARDEN G (153, 126, 198, 133)
place-heading: C. L. L (632, 338, 652, 345)
place-heading: NIEUWEGEIN H (402, 174, 446, 181)
place-heading: J. R. V (270, 741, 288, 748)
